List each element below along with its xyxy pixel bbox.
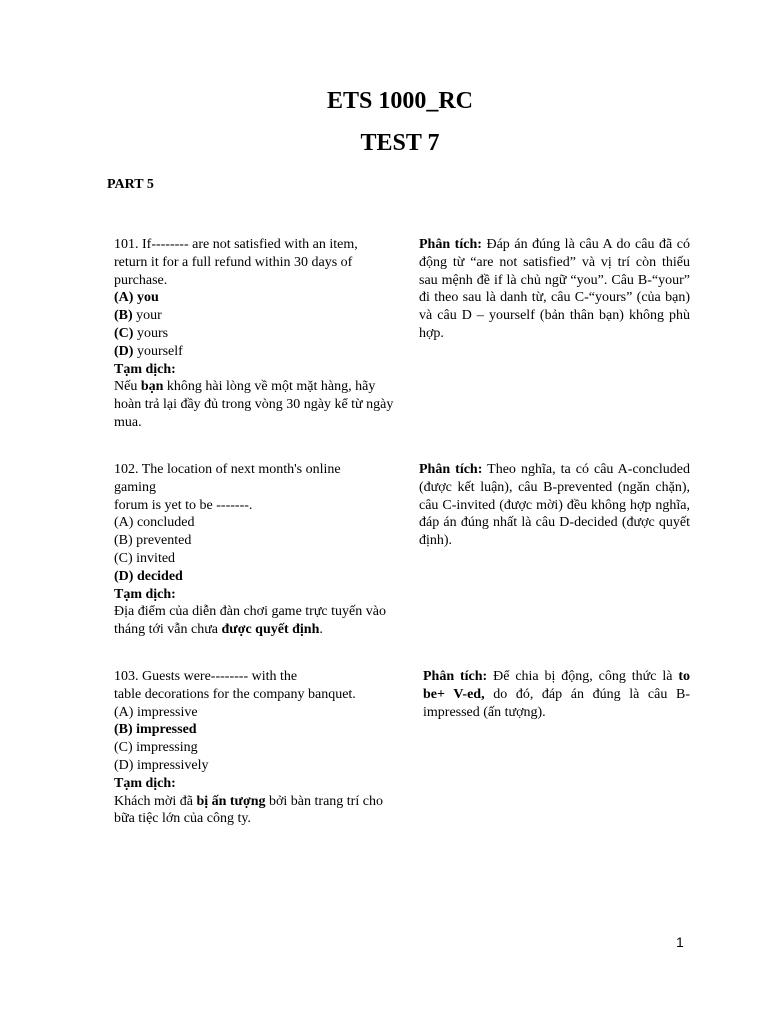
- translation-text: Khách mời đã bị ấn tượng bởi bàn trang trí cho bữa tiệc lớn của công ty.: [114, 793, 383, 827]
- question-102: [114, 461, 414, 639]
- option-d: (D) yourself: [114, 343, 183, 359]
- option-b: (B) prevented: [114, 533, 192, 549]
- option-c: (C) impressing: [114, 740, 198, 756]
- question-text-line: 103. Guests were-------- with the: [114, 669, 298, 684]
- analysis-102: Phân tích: Theo nghĩa, ta có câu A-concluded (được kết luận), câu B-prevented (ngăn chặn), câu C-invited (được mời) đều không hợp nghĩa, đáp án đúng nhất là câu D-decided (được quyết định).: [419, 462, 690, 549]
- part-heading: PART 5: [107, 177, 154, 192]
- analysis-101: Phân tích: Đáp án đúng là câu A do câu đã có động từ “are not satisfied” và vị trí còn thiếu sau mệnh đề if là chủ ngữ “you”. Câu B-“your” đi theo sau là danh từ, câu C-“yours” (của bạn) và câu D – yourself (bản thân bạn) không phù hợp.: [419, 237, 690, 341]
- analysis-103: Phân tích: Để chia bị động, công thức là to be+ V-ed, do đó, đáp án đúng là câu B-impressed (ấn tượng).: [423, 669, 691, 720]
- translation-label: Tạm dịch:: [114, 586, 176, 602]
- translation-label: Tạm dịch:: [114, 775, 176, 791]
- question-103: [114, 668, 414, 828]
- option-d: (D) decided: [114, 568, 183, 584]
- translation-label: Tạm dịch:: [114, 361, 176, 377]
- option-a: (A) impressive: [114, 704, 198, 720]
- option-c: (C) yours: [114, 325, 169, 341]
- option-b: (B) your: [114, 308, 162, 324]
- translation-text: Nếu bạn không hài lòng về một mặt hàng, hãy hoàn trả lại đầy đủ trong vòng 30 ngày kể từ ngày mua.: [114, 379, 394, 430]
- question-101: [114, 236, 414, 432]
- option-d: (D) impressively: [114, 757, 209, 773]
- option-a: (A) concluded: [114, 515, 195, 531]
- page-number: 1: [676, 934, 684, 950]
- question-text-line: forum is yet to be -------.: [114, 497, 253, 513]
- question-text-line: 101. If-------- are not satisfied with an item,: [114, 237, 358, 252]
- question-text-line: return it for a full refund within 30 days of: [114, 254, 353, 270]
- question-text-line: 102. The location of next month's online: [114, 462, 341, 477]
- question-text-line: gaming: [114, 479, 156, 495]
- option-c: (C) invited: [114, 550, 176, 566]
- question-text-line: table decorations for the company banquet.: [114, 686, 356, 702]
- document-title: ETS 1000_RC: [326, 88, 474, 114]
- option-a: (A) you: [114, 290, 159, 306]
- option-b: (B) impressed: [114, 722, 197, 738]
- translation-text: Địa điểm của diễn đàn chơi game trực tuyến vào tháng tới vẫn chưa được quyết định.: [114, 604, 386, 638]
- test-title: TEST 7: [360, 130, 440, 156]
- question-text-line: purchase.: [114, 272, 168, 288]
